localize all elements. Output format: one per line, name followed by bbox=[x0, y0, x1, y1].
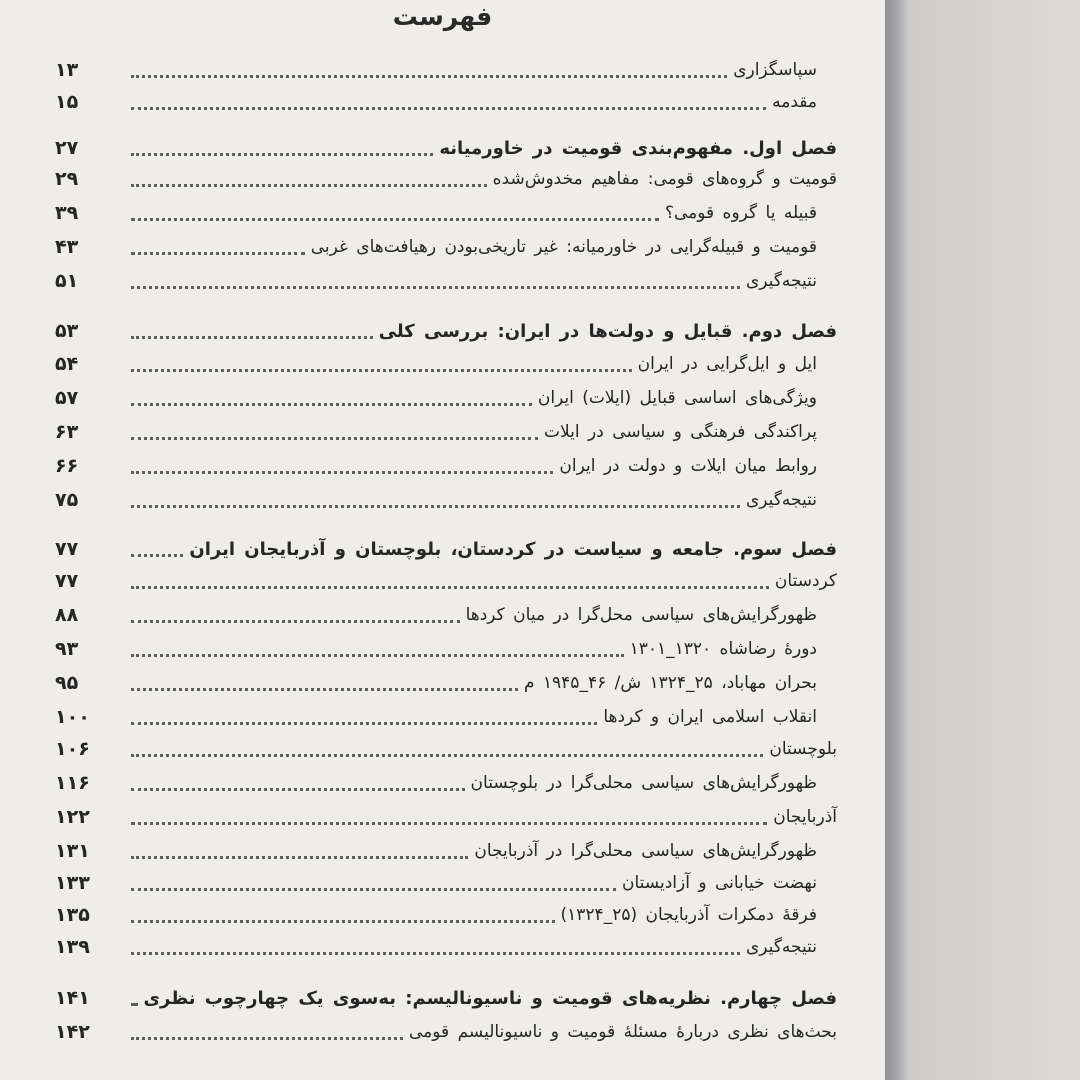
toc-entry bbox=[0, 735, 837, 763]
page-number: ۶۶ bbox=[55, 455, 79, 477]
page-title: فهرست bbox=[392, 2, 493, 31]
dot-leader bbox=[131, 184, 487, 187]
dot-leader bbox=[131, 554, 183, 557]
page-number: ۱۰۶ bbox=[55, 738, 90, 760]
toc-entry bbox=[0, 869, 817, 897]
entry-label: پراکندگی فرهنگی و سیاسی در ایلات bbox=[544, 422, 817, 442]
page-number: ۱۴۲ bbox=[55, 1021, 90, 1043]
toc-chapter-entry bbox=[0, 984, 837, 1012]
toc-entry bbox=[0, 350, 817, 378]
dot-leader bbox=[131, 920, 555, 923]
dot-leader bbox=[131, 620, 460, 623]
entry-label: قبیله یا گروه قومی؟ bbox=[664, 203, 817, 223]
toc-entry bbox=[0, 601, 817, 629]
entry-label: فصل دوم. قبایل و دولت‌ها در ایران: بررسی کلی bbox=[378, 320, 837, 342]
entry-label: بلوچستان bbox=[769, 739, 837, 759]
toc-entry bbox=[0, 901, 817, 929]
entry-label: قومیت و گروه‌های قومی: مفاهیم مخدوش‌شده bbox=[492, 169, 837, 189]
entry-label: نتیجه‌گیری bbox=[746, 490, 817, 510]
entry-label: ایل و ایل‌گرایی در ایران bbox=[637, 354, 817, 374]
background bbox=[909, 0, 1080, 1080]
dot-leader bbox=[131, 688, 518, 691]
dot-leader bbox=[131, 788, 465, 791]
dot-leader bbox=[131, 286, 740, 289]
page-number: ۹۵ bbox=[55, 672, 79, 694]
page-number: ۵۷ bbox=[55, 387, 79, 409]
toc-entry bbox=[0, 567, 837, 595]
toc-entry bbox=[0, 199, 817, 227]
entry-label: کردستان bbox=[774, 571, 837, 591]
toc-entry bbox=[0, 452, 817, 480]
toc-entry bbox=[0, 267, 817, 295]
entry-label: فرقهٔ دمکرات آذربایجان (۲۵_۱۳۲۴) bbox=[560, 905, 817, 925]
entry-label: فصل چهارم. نظریه‌های قومیت و ناسیونالیسم: به‌سوی یک چهارچوب نظری bbox=[143, 987, 837, 1009]
dot-leader bbox=[131, 437, 538, 440]
page-number: ۷۷ bbox=[55, 538, 79, 560]
entry-label: روابط میان ایلات و دولت در ایران bbox=[559, 456, 817, 476]
page-number: ۵۴ bbox=[55, 353, 79, 375]
entry-label: ظهورگرایش‌های سیاسی محلی‌گرا در بلوچستان bbox=[470, 773, 817, 793]
dot-leader bbox=[131, 822, 767, 825]
entry-label: بحران مهاباد، ۲۵_۱۳۲۴ ش/ ۴۶_۱۹۴۵ م bbox=[523, 673, 817, 693]
dot-leader bbox=[131, 505, 740, 508]
dot-leader bbox=[131, 336, 373, 339]
toc-chapter-entry bbox=[0, 134, 837, 162]
page-number: ۱۴۱ bbox=[55, 987, 90, 1009]
dot-leader bbox=[131, 754, 763, 757]
page-number: ۲۹ bbox=[55, 168, 79, 190]
page-number: ۱۱۶ bbox=[55, 772, 90, 794]
dot-leader bbox=[131, 75, 727, 78]
entry-label: دورهٔ رضاشاه ۱۳۲۰_۱۳۰۱ bbox=[629, 639, 817, 659]
toc-entry bbox=[0, 418, 817, 446]
dot-leader bbox=[131, 369, 632, 372]
page-edge bbox=[885, 0, 909, 1080]
entry-label: فصل اول. مفهوم‌بندی قومیت در خاورمیانه bbox=[439, 137, 837, 159]
page-number: ۱۵ bbox=[55, 91, 79, 113]
dot-leader bbox=[131, 107, 766, 110]
entry-label: آذربایجان bbox=[773, 807, 837, 827]
toc-entry bbox=[0, 769, 817, 797]
dot-leader bbox=[131, 1003, 138, 1006]
page-number: ۹۳ bbox=[55, 638, 79, 660]
page-number: ۴۳ bbox=[55, 236, 79, 258]
dot-leader bbox=[131, 153, 433, 156]
entry-label: سپاسگزاری bbox=[733, 60, 817, 80]
dot-leader bbox=[131, 722, 597, 725]
page-number: ۶۳ bbox=[55, 421, 79, 443]
dot-leader bbox=[131, 888, 616, 891]
entry-label: ویژگی‌های اساسی قبایل (ایلات) ایران bbox=[537, 388, 817, 408]
dot-leader bbox=[131, 471, 553, 474]
entry-label: نتیجه‌گیری bbox=[746, 271, 817, 291]
page-number: ۱۳ bbox=[55, 59, 79, 81]
dot-leader bbox=[131, 586, 769, 589]
dot-leader bbox=[131, 403, 532, 406]
entry-label: بحث‌های نظری دربارهٔ مسئلهٔ قومیت و ناسیونالیسم قومی bbox=[409, 1022, 837, 1042]
dot-leader bbox=[131, 654, 624, 657]
dot-leader bbox=[131, 1037, 403, 1040]
page-number: ۷۷ bbox=[55, 570, 79, 592]
toc-entry bbox=[0, 384, 817, 412]
toc-entry bbox=[0, 486, 817, 514]
toc-entry bbox=[0, 88, 817, 116]
toc-entry bbox=[0, 56, 817, 84]
page-number: ۵۳ bbox=[55, 320, 79, 342]
page-number: ۸۸ bbox=[55, 604, 79, 626]
entry-label: نهضت خیابانی و آزادیستان bbox=[622, 873, 817, 893]
entry-label: انقلاب اسلامی ایران و کردها bbox=[603, 707, 817, 727]
toc-entry bbox=[0, 837, 817, 865]
dot-leader bbox=[131, 252, 305, 255]
entry-label: فصل سوم. جامعه و سیاست در کردستان، بلوچستان و آذربایجان ایران bbox=[189, 538, 837, 560]
entry-label: مقدمه bbox=[772, 92, 817, 112]
page-number: ۱۳۱ bbox=[55, 840, 90, 862]
page-number: ۲۷ bbox=[55, 137, 79, 159]
toc-entry bbox=[0, 703, 817, 731]
entry-label: نتیجه‌گیری bbox=[746, 937, 817, 957]
toc-entry bbox=[0, 933, 817, 961]
page-number: ۱۰۰ bbox=[55, 706, 90, 728]
page-number: ۱۳۳ bbox=[55, 872, 90, 894]
toc-entry bbox=[0, 669, 817, 697]
entry-label: قومیت و قبیله‌گرایی در خاورمیانه: غیر تاریخی‌بودن رهیافت‌های غربی bbox=[310, 237, 817, 257]
page-number: ۱۳۵ bbox=[55, 904, 90, 926]
entry-label: ظهورگرایش‌های سیاسی محلی‌گرا در آذربایجان bbox=[474, 841, 817, 861]
toc-entry bbox=[0, 165, 837, 193]
dot-leader bbox=[131, 218, 659, 221]
dot-leader bbox=[131, 856, 468, 859]
toc-chapter-entry bbox=[0, 317, 837, 345]
toc-entry bbox=[0, 1018, 837, 1046]
toc-chapter-entry bbox=[0, 535, 837, 563]
toc-entry bbox=[0, 635, 817, 663]
page-number: ۷۵ bbox=[55, 489, 79, 511]
page-number: ۵۱ bbox=[55, 270, 79, 292]
page-number: ۱۳۹ bbox=[55, 936, 90, 958]
page-number: ۱۲۲ bbox=[55, 806, 90, 828]
toc-entry bbox=[0, 803, 837, 831]
entry-label: ظهورگرایش‌های سیاسی محل‌گرا در میان کردها bbox=[465, 605, 817, 625]
dot-leader bbox=[131, 952, 740, 955]
page-number: ۳۹ bbox=[55, 202, 79, 224]
toc-entry bbox=[0, 233, 817, 261]
